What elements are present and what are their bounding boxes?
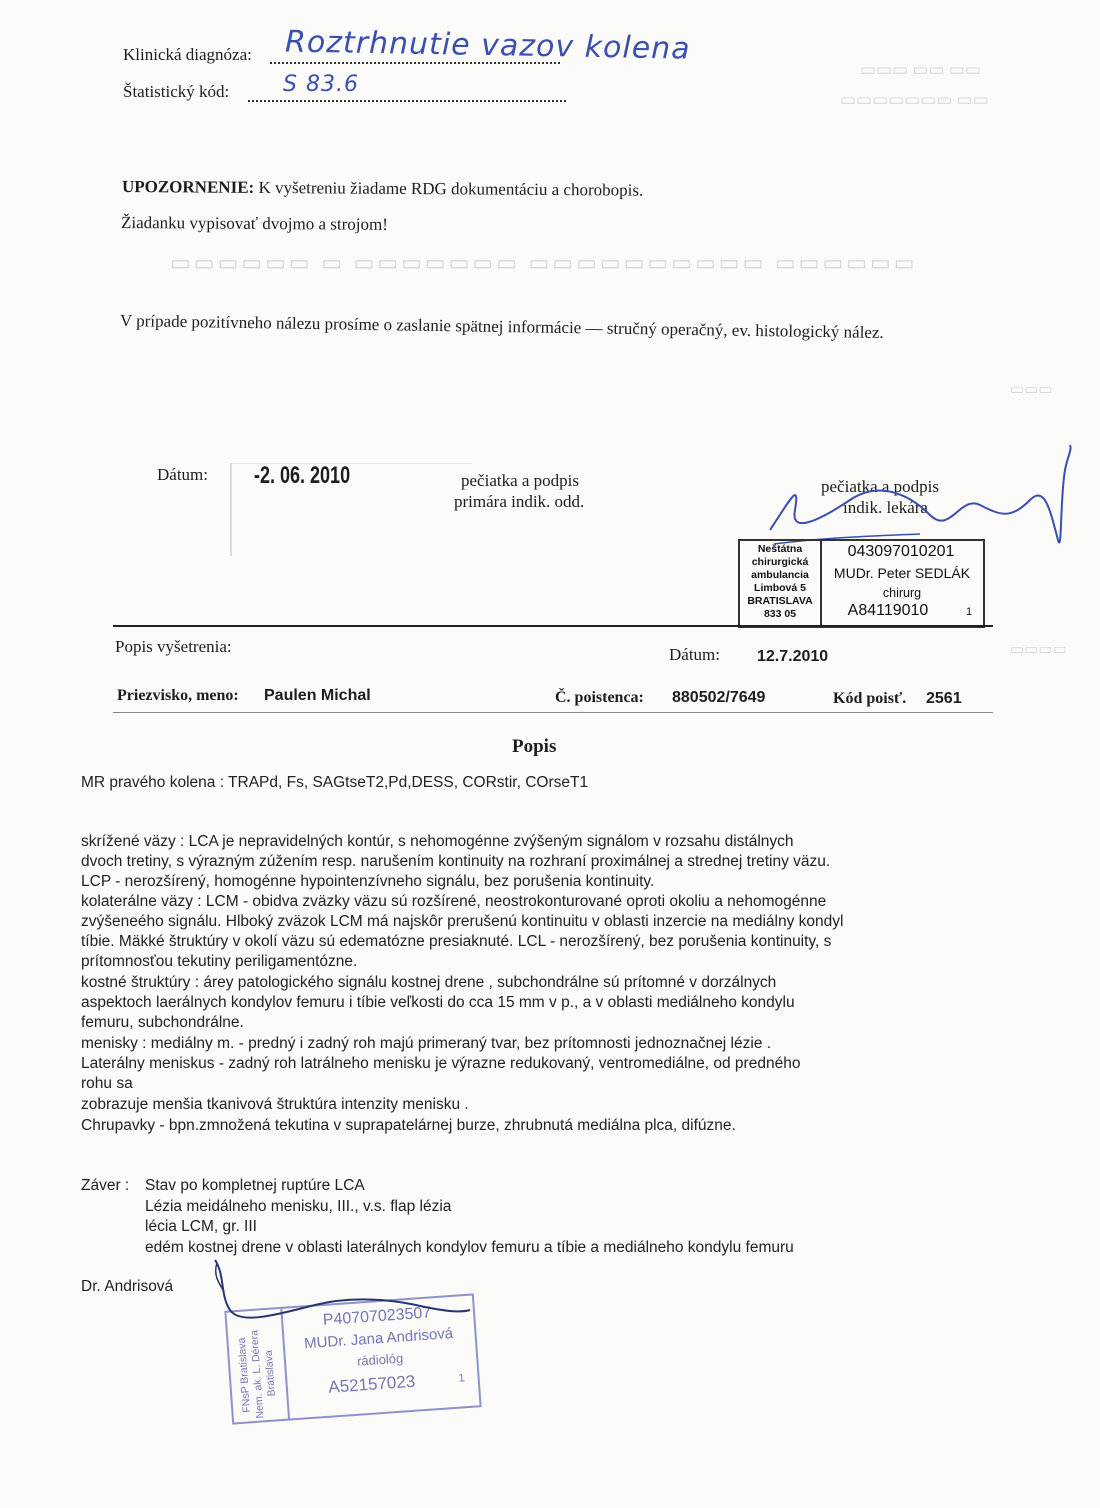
stat-code-label: Štatistický kód:: [123, 82, 230, 101]
doctor-stamp-org-line: BRATISLAVA: [747, 595, 813, 607]
doctor-stamp: [738, 539, 985, 628]
patient-name-value: Paulen Michal: [264, 687, 371, 704]
notice-line-2: Žiadanku vypisovať dvojmo a strojom!: [120, 213, 389, 234]
report-line: Chrupavky - bpn.zmnožená tekutina v suprapatelárnej burze, zhrubnutá mediálna plca, difúzne.: [81, 1117, 736, 1134]
report-line: LCP - nerozšírený, homogénne hypointenzívneho signálu, bez porušenia kontinuity.: [81, 873, 655, 890]
doctor-stamp-id: A84119010: [847, 602, 929, 619]
report-line: tíbie. Mäkké štruktúry v okolí väzu sú edematózne presiaknuté. LCL - nerozšírený, bez porušenia kontinuity, s: [81, 933, 832, 950]
exam-date-value: 12.7.2010: [757, 648, 829, 665]
radiologist-stamp-org-line: Bratislava: [262, 1349, 278, 1397]
doctor-stamp-org-line: Limbová 5: [754, 582, 806, 594]
report-line: prítomnosťou tekutiny periligamentózne.: [81, 953, 358, 970]
notice-line-1: [122, 177, 643, 201]
bleed-through: ▭▭▭: [1010, 382, 1053, 398]
notice-text: K vyšetreniu žiadame RDG dokumentáciu a chorobopis.: [258, 177, 644, 200]
diagnosis-handwritten: Roztrhnutie vazov kolena: [284, 24, 691, 67]
radiologist-signature: [195, 1255, 485, 1335]
report-line: rohu sa: [81, 1075, 133, 1092]
primar-stamp-label-2: primára indik. odd.: [454, 492, 585, 511]
stat-code-handwritten: S 83.6: [283, 72, 359, 97]
report-line: dvoch tretiny, s výrazným zúžením resp. narušením kontinuity na rozhraní proximálnej a strednej tretiny väzu.: [81, 853, 831, 870]
report-line: aspektoch laerálnych kondylov femuru i tíbie veľkosti do cca 15 mm v p., a v oblasti mediálneho kondylu: [81, 994, 795, 1011]
insured-number-label: Č. poistenca:: [555, 689, 644, 706]
bleed-through: ▭▭▭▭: [1010, 642, 1067, 658]
bleed-through: ▭▭▭▭▭▭▭ ▭▭: [840, 90, 989, 109]
conclusion-line: edém kostnej drene v oblasti laterálnych kondylov femuru a tíbie a mediálneho kondylu femuru: [145, 1239, 794, 1256]
conclusion-label: Záver :: [81, 1177, 130, 1194]
conclusion-line: Stav po kompletnej ruptúre LCA: [145, 1177, 365, 1194]
doctor-stamp-org-line: ambulancia: [751, 569, 809, 581]
doctor-stamp-name: MUDr. Peter SEDLÁK: [833, 565, 971, 581]
section-separator: [113, 625, 993, 627]
report-line: zvýšeneého signálu. Hlboký zväzok LCM má najskôr prerušenú kontinuitu v oblasti inzercie na mediálny kondyl: [81, 913, 844, 930]
doctor-stamp-role: chirurg: [882, 586, 922, 600]
doctor-stamp-org-line: 833 05: [763, 608, 797, 620]
radiologist-stamp-id: A52157023: [327, 1371, 416, 1397]
doctor-stamp-label-2: indik. lekára: [843, 498, 928, 517]
bleed-through: ▭▭▭ ▭▭ ▭▭: [860, 60, 981, 79]
insured-number-value: 880502/7649: [672, 689, 766, 706]
report-method: MR pravého kolena : TRAPd, Fs, SAGtseT2,Pd,DESS, CORstir, COrseT1: [81, 774, 589, 791]
report-line: menisky : mediálny m. - predný i zadný roh majú primeraný tvar, bez prítomnosti jednoznačnej lézie .: [81, 1035, 772, 1052]
doctor-stamp-org: [740, 543, 820, 621]
request-date: -2. 06. 2010: [254, 462, 351, 489]
notice-title: UPOZORNENIE:: [121, 177, 255, 197]
radiologist-stamp-num: 1: [458, 1372, 466, 1385]
radiologist-stamp-org-line: Nem. ak. L. Dérera: [248, 1329, 267, 1419]
doctor-stamp-org-line: Neštátna: [757, 543, 803, 555]
doctor-stamp-divider: [820, 541, 822, 626]
doctor-stamp-code: 043097010201: [847, 543, 955, 560]
exam-date-label: Dátum:: [669, 645, 720, 664]
stat-code-dotted-line: [248, 100, 566, 102]
primar-stamp-label-1: pečiatka a podpis: [461, 471, 580, 490]
radiologist-stamp-code: P40707023507: [322, 1304, 432, 1329]
report-line: zobrazuje menšia tkanivová štruktúra intenzity menisku .: [81, 1096, 469, 1113]
name-separator: [113, 712, 993, 713]
date-label: Dátum:: [157, 465, 208, 484]
report-line: kostné štruktúry : árey patologického signálu kostnej drene , subchondrálne sú prítomné v dorzálnych: [81, 974, 777, 991]
insurer-code-label: Kód poisť.: [833, 690, 907, 707]
conclusion-line: Lézia meidálneho menisku, III., v.s. flap lézia: [145, 1198, 452, 1215]
radiologist-stamp-role: rádiológ: [356, 1350, 404, 1369]
report-heading: Popis: [512, 736, 557, 757]
doctor-stamp-num: 1: [965, 606, 973, 618]
radiologist-stamp-name: MUDr. Jana Andrisová: [303, 1324, 454, 1353]
doctor-stamp-label-1: pečiatka a podpis: [821, 477, 940, 496]
diagnosis-label: Klinická diagnóza:: [123, 45, 252, 64]
exam-label: Popis vyšetrenia:: [115, 637, 232, 656]
doctor-stamp-org-line: chirurgická: [751, 556, 809, 568]
notice-line-3: V prípade pozitívneho nálezu prosíme o zaslanie spätnej informácie — stručný operačný, ev. histologický nález.: [119, 311, 884, 342]
report-author: Dr. Andrisová: [81, 1278, 174, 1295]
report-line: Laterálny meniskus - zadný roh latrálneho menisku je výrazne redukovaný, ventromediálne, od predného: [81, 1055, 801, 1072]
radiologist-stamp-org-line: FNsP Bratislava: [235, 1337, 253, 1413]
report-line: skrížené väzy : LCA je nepravidelných kontúr, s nehomogénne zvýšeným signálom v rozsahu distálnych: [81, 833, 794, 850]
bleed-through: ▭▭▭▭▭▭ ▭ ▭▭▭▭▭▭▭ ▭▭▭▭▭▭▭▭▭▭ ▭▭▭▭▭▭: [170, 250, 918, 275]
report-line: kolaterálne väzy : LCM - obidva zväzky väzu sú rozšírené, neostrokonturované oproti okoliu a nehomogénne: [81, 893, 827, 910]
patient-name-label: Priezvisko, meno:: [117, 687, 239, 704]
report-line: femuru, subchondrálne.: [81, 1014, 244, 1031]
insurer-code-value: 2561: [926, 690, 962, 707]
conclusion-line: lécia LCM, gr. III: [145, 1218, 257, 1235]
